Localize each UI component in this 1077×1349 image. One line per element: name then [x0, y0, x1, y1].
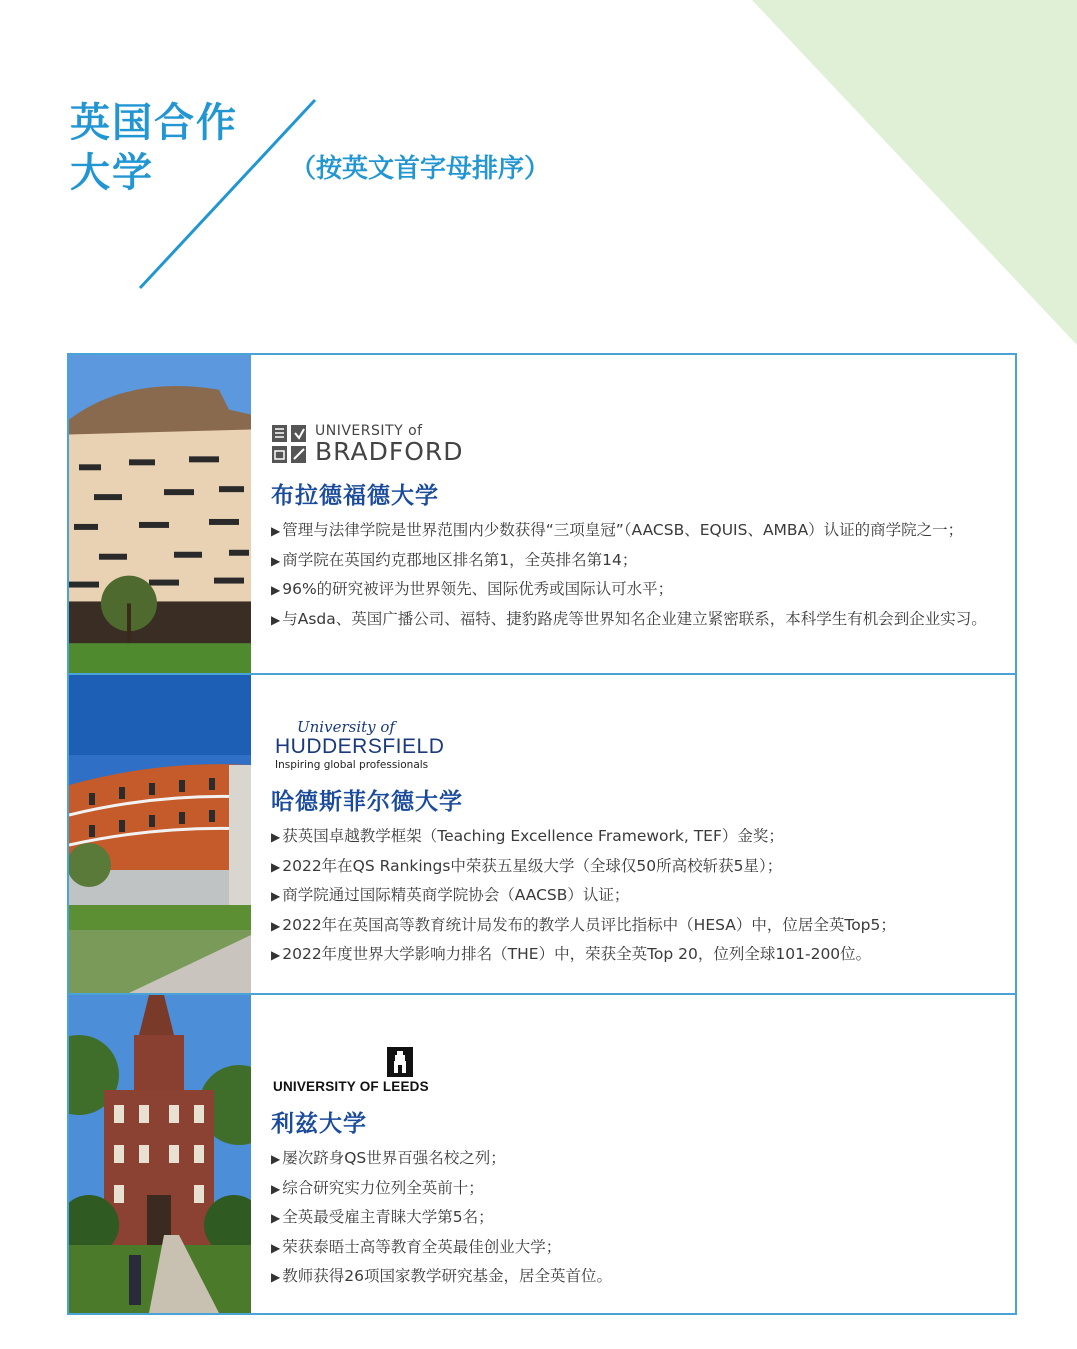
triangle-bullet-icon: ▶	[271, 524, 281, 538]
triangle-bullet-icon: ▶	[271, 583, 281, 597]
huddersfield-campus-photo	[69, 675, 251, 993]
triangle-bullet-icon: ▶	[271, 1181, 281, 1196]
huddersfield-logo-line1: University of	[297, 718, 395, 736]
bullet-item: ▶ 2022年度世界大学影响力排名（THE）中，荣获全英Top 20，位列全球101-200位。	[271, 940, 1005, 970]
bullet-item: ▶ 商学院在英国约克郡地区排名第1，全英排名第14；	[271, 546, 1005, 576]
leeds-logo-text: UNIVERSITY OF LEEDS	[273, 1079, 429, 1094]
bullet-item: ▶ 获英国卓越教学框架（Teaching Excellence Framework, TEF）金奖；	[271, 822, 1005, 852]
university-card-leeds	[67, 995, 1017, 1315]
page-title-line2: 大学	[70, 150, 154, 196]
leeds-logo	[271, 1047, 1005, 1099]
university-name: 哈德斯菲尔德大学	[271, 789, 463, 815]
triangle-bullet-icon: ▶	[271, 1240, 281, 1255]
triangle-bullet-icon: ▶	[271, 948, 281, 962]
university-card-bradford	[67, 353, 1017, 675]
bullet-item: ▶ 管理与法律学院是世界范围内少数获得“三项皇冠”（AACSB、EQUIS、AMBA）认证的商学院之一；	[271, 516, 1005, 546]
leeds-campus-photo	[69, 995, 251, 1313]
bradford-logo-line2: BRADFORD	[315, 437, 464, 466]
bullet-item: ▶ 2022年在QS Rankings中荣获五星级大学（全球仅50所高校斩获5星）；	[271, 852, 1005, 882]
bullet-item: ▶ 商学院通过国际精英商学院协会（AACSB）认证；	[271, 881, 1005, 911]
triangle-bullet-icon: ▶	[271, 830, 281, 844]
bullet-item: ▶ 与Asda、英国广播公司、福特、捷豹路虎等世界知名企业建立紧密联系，本科学生有机会到企业实习。	[271, 605, 1005, 635]
bradford-campus-photo	[69, 355, 251, 673]
page-subtitle: （按英文首字母排序）	[290, 154, 551, 184]
bullet-item: ▶ 全英最受雇主青睐大学第5名；	[271, 1203, 1005, 1233]
bullet-item: ▶ 荣获泰晤士高等教育全英最佳创业大学；	[271, 1233, 1005, 1263]
huddersfield-logo	[271, 719, 1005, 775]
bullet-item: ▶ 综合研究实力位列全英前十；	[271, 1174, 1005, 1204]
bullet-item: ▶ 屡次跻身QS世界百强名校之列；	[271, 1144, 1005, 1174]
triangle-bullet-icon: ▶	[271, 553, 281, 568]
triangle-bullet-icon: ▶	[271, 1152, 281, 1166]
triangle-bullet-icon: ▶	[271, 612, 281, 627]
page-title	[70, 98, 238, 198]
university-name: 利兹大学	[271, 1111, 367, 1137]
bullet-item: ▶ 96%的研究被评为世界领先、国际优秀或国际认可水平；	[271, 575, 1005, 605]
university-name: 布拉德福德大学	[271, 483, 439, 509]
university-card-huddersfield	[67, 675, 1017, 995]
triangle-bullet-icon: ▶	[271, 889, 281, 903]
triangle-bullet-icon: ▶	[271, 918, 281, 933]
huddersfield-logo-tagline: Inspiring global professionals	[275, 759, 429, 771]
triangle-bullet-icon: ▶	[271, 859, 281, 874]
triangle-bullet-icon: ▶	[271, 1270, 281, 1284]
triangle-bullet-icon: ▶	[271, 1211, 281, 1225]
bullet-item: ▶ 2022年在英国高等教育统计局发布的教学人员评比指标中（HESA）中，位居全英Top5；	[271, 911, 1005, 941]
huddersfield-logo-line2: HUDDERSFIELD	[275, 735, 445, 758]
bradford-logo	[271, 419, 1005, 469]
bradford-shield-icon	[271, 423, 307, 465]
bradford-logo-line1: UNIVERSITY of	[315, 423, 423, 439]
page-title-line1: 英国合作	[70, 100, 238, 146]
leeds-tower-icon	[387, 1047, 413, 1077]
bullet-item: ▶ 教师获得26项国家教学研究基金，居全英首位。	[271, 1262, 1005, 1292]
